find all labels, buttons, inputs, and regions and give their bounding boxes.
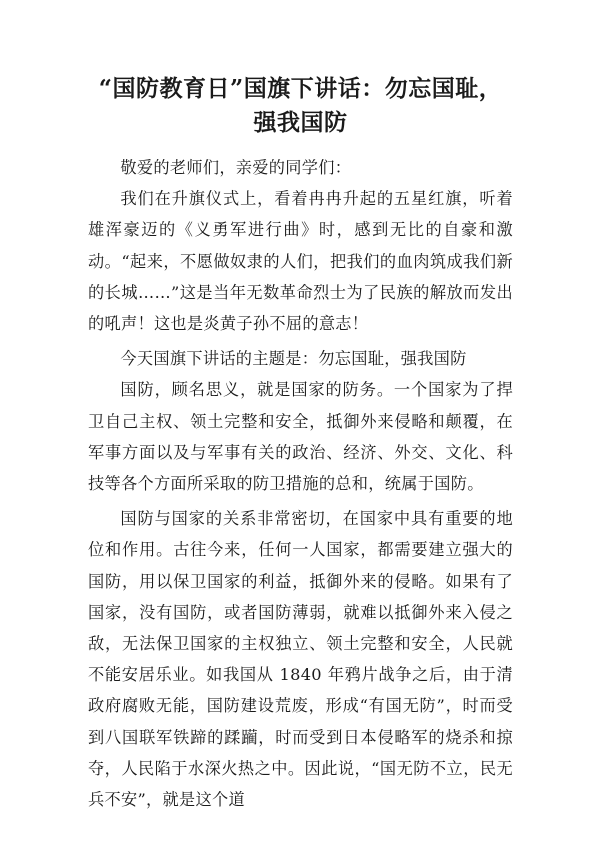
paragraph-defense-definition: 国防，顾名思义，就是国家的防务。一个国家为了捍卫自己主权、领土完整和安全，抵御外来侵略和颠覆，在军事方面以及与军事有关的政治、经济、外交、文化、科技等各个方面所采取的防卫措施的总和，统属于国防。 bbox=[88, 380, 513, 494]
paragraph-topic: 今天国旗下讲话的主题是：勿忘国耻，强我国防 bbox=[120, 349, 467, 369]
paragraph-greeting: 敬爱的老师们，亲爱的同学们： bbox=[120, 158, 352, 177]
paragraph-defense-importance: 国防与国家的关系非常密切，在国家中具有重要的地位和作用。古往今来，任何一人国家，都需要建立强大的国防，用以保卫国家的利益，抵御外来的侵略。如果有了国家，没有国防，或者国防薄弱，就难以抵御外来入侵之敌，无法保卫国家的主权独立、领土完整和安全，人民就不能安居乐业。如我国从 1840 年鸦片战争之后，由于清政府腐败无能，国防建设荒废，形成“有国无防”，时而受到八国联军铁蹄的蹂躏，时而受到日本侵略军的烧杀和掠夺，人民陷于水深火热之中。因此说，“国无防不立，民无兵不安”，就是这个道 bbox=[88, 509, 513, 810]
paragraph-flag-ceremony: 我们在升旗仪式上，看着冉冉升起的五星红旗，听着雄浑豪迈的《义勇军进行曲》时，感到无比的自豪和激动。“起来，不愿做奴隶的人们，把我们的血肉筑成我们新的长城……”这是当年无数革命烈士为了民族的解放而发出的吼声！这也是炎黄子孙不屈的意志！ bbox=[88, 189, 513, 334]
document-page bbox=[88, 72, 513, 815]
document-title: “国防教育日”国旗下讲话：勿忘国耻，强我国防 bbox=[98, 75, 503, 136]
